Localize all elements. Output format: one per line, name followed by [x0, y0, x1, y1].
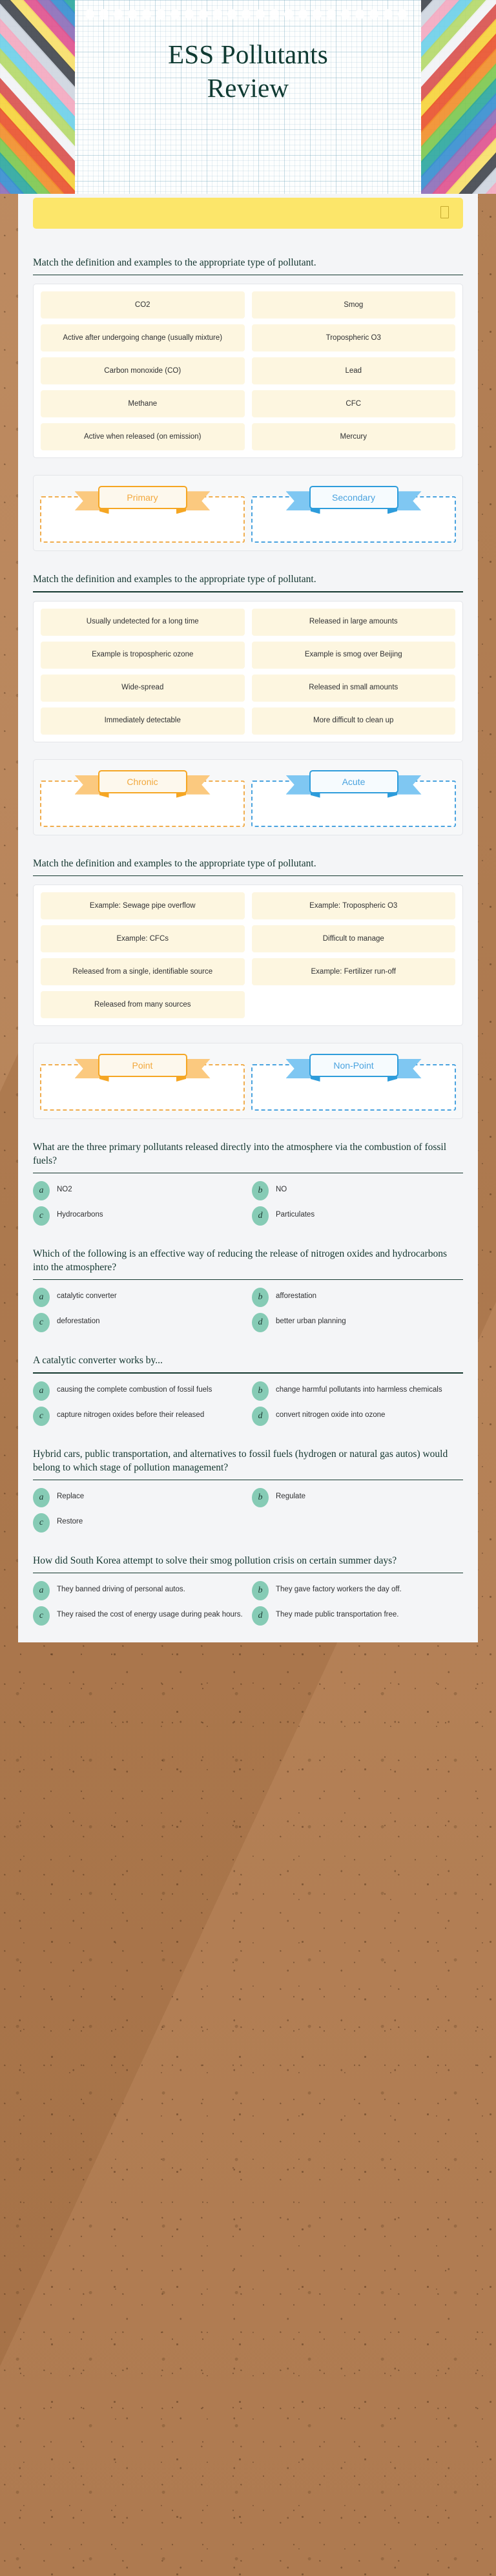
question-prompt: Hybrid cars, public transportation, and alternatives to fossil fuels (hydrogen or natural gas autos) would belong to which stage of pollution management? — [33, 1448, 448, 1473]
drop-zone[interactable] — [40, 770, 245, 827]
answer-option[interactable] — [252, 1209, 463, 1226]
question-divider — [33, 1279, 463, 1280]
question-divider — [33, 1372, 463, 1373]
draggable-tile[interactable]: Carbon monoxide (CO) — [41, 357, 245, 384]
category-ribbon — [309, 486, 398, 509]
question-block — [18, 1354, 478, 1425]
perforation-dots — [84, 9, 412, 19]
draggable-tile[interactable]: Usually undetected for a long time — [41, 609, 245, 636]
draggable-tile[interactable]: Released from many sources — [41, 991, 245, 1018]
option-label: They gave factory workers the day off. — [276, 1586, 402, 1594]
option-letter-bubble[interactable]: a — [33, 1288, 50, 1307]
question-block — [18, 857, 478, 1119]
draggable-tile[interactable]: Example: Fertilizer run-off — [252, 958, 456, 985]
page-title-line-2: Review — [207, 73, 289, 103]
option-letter-bubble[interactable]: b — [252, 1288, 269, 1307]
answer-option[interactable] — [33, 1384, 244, 1401]
category-ribbon — [98, 486, 187, 509]
question-prompt: Match the definition and examples to the appropriate type of pollutant. — [33, 257, 316, 268]
answer-option[interactable] — [252, 1384, 463, 1401]
drop-zone[interactable] — [40, 1054, 245, 1111]
question-block — [18, 573, 478, 835]
option-label: Replace — [57, 1492, 85, 1500]
placeholder-box-icon — [440, 206, 449, 218]
drop-zone[interactable] — [40, 486, 245, 543]
answer-option[interactable] — [33, 1315, 244, 1332]
option-letter-bubble[interactable]: d — [252, 1206, 269, 1226]
option-label: better urban planning — [276, 1317, 346, 1326]
answer-options — [33, 1582, 463, 1626]
question-block — [18, 257, 478, 551]
answer-option[interactable] — [33, 1491, 244, 1507]
worksheet-body — [18, 194, 478, 1642]
match-tile-card — [33, 284, 463, 458]
draggable-tile[interactable]: Wide-spread — [41, 675, 245, 702]
option-label: catalytic converter — [57, 1292, 117, 1301]
header-banner — [0, 0, 496, 194]
option-label: Hydrocarbons — [57, 1211, 103, 1219]
tile-spacer — [252, 991, 456, 1018]
option-letter-bubble[interactable]: d — [252, 1606, 269, 1626]
drop-zone-card — [33, 1043, 463, 1119]
draggable-tile[interactable]: Example: Tropospheric O3 — [252, 892, 456, 919]
draggable-tile[interactable]: Released from a single, identifiable source — [41, 958, 245, 985]
answer-options — [33, 1182, 463, 1226]
draggable-tile[interactable]: Example: CFCs — [41, 925, 245, 952]
option-letter-bubble[interactable]: a — [33, 1488, 50, 1507]
questions-list — [18, 257, 478, 1626]
draggable-tile[interactable]: Smog — [252, 291, 456, 319]
page-title-line-1: ESS Pollutants — [168, 39, 328, 69]
draggable-tile[interactable]: Immediately detectable — [41, 707, 245, 735]
draggable-tile[interactable]: CFC — [252, 390, 456, 417]
category-label: Non-Point — [309, 1054, 398, 1077]
question-prompt: How did South Korea attempt to solve their smog pollution crisis on certain summer days? — [33, 1555, 397, 1566]
drop-zone[interactable] — [251, 486, 456, 543]
drop-zone[interactable] — [251, 770, 456, 827]
option-label: They made public transportation free. — [276, 1611, 399, 1619]
answer-option[interactable] — [33, 1409, 244, 1426]
category-label: Chronic — [98, 770, 187, 793]
option-label: NO2 — [57, 1186, 72, 1194]
page-title — [84, 37, 412, 105]
option-label: They banned driving of personal autos. — [57, 1586, 185, 1594]
category-label: Secondary — [309, 486, 398, 509]
match-tile-card — [33, 885, 463, 1026]
option-letter-bubble[interactable]: b — [252, 1581, 269, 1600]
draggable-tile[interactable]: Tropospheric O3 — [252, 324, 456, 351]
option-letter-bubble[interactable]: d — [252, 1407, 269, 1426]
answer-option[interactable] — [33, 1609, 244, 1626]
question-block — [18, 1141, 478, 1226]
yellow-toolbar[interactable] — [33, 198, 463, 229]
answer-option[interactable] — [33, 1184, 244, 1200]
draggable-tile[interactable]: Released in small amounts — [252, 675, 456, 702]
answer-option[interactable] — [33, 1209, 244, 1226]
answer-option[interactable] — [33, 1584, 244, 1600]
option-label: NO — [276, 1186, 287, 1194]
answer-option[interactable] — [252, 1315, 463, 1332]
question-block — [18, 1248, 478, 1332]
answer-option[interactable] — [252, 1609, 463, 1626]
draggable-tile[interactable]: Example: Sewage pipe overflow — [41, 892, 245, 919]
answer-option[interactable] — [33, 1516, 244, 1533]
chevron-stripes-left — [0, 0, 75, 194]
answer-option[interactable] — [33, 1290, 244, 1307]
question-prompt: A catalytic converter works by... — [33, 1355, 163, 1367]
answer-option[interactable] — [252, 1184, 463, 1200]
option-letter-bubble[interactable]: b — [252, 1381, 269, 1401]
category-ribbon — [98, 770, 187, 793]
option-letter-bubble[interactable]: c — [33, 1407, 50, 1426]
question-prompt: Match the definition and examples to the appropriate type of pollutant. — [33, 574, 316, 585]
draggable-tile[interactable]: Active when released (on emission) — [41, 423, 245, 450]
option-letter-bubble[interactable]: c — [33, 1513, 50, 1533]
option-label: Regulate — [276, 1492, 306, 1500]
answer-option[interactable] — [252, 1491, 463, 1507]
option-letter-bubble[interactable]: a — [33, 1581, 50, 1600]
toolbar-region — [18, 194, 478, 235]
option-label: deforestation — [57, 1317, 100, 1326]
draggable-tile[interactable]: CO2 — [41, 291, 245, 319]
option-label: capture nitrogen oxides before their released — [57, 1410, 205, 1419]
question-prompt: Match the definition and examples to the appropriate type of pollutant. — [33, 857, 316, 869]
question-prompt: What are the three primary pollutants released directly into the atmosphere via the combustion of fossil fuels? — [33, 1141, 447, 1166]
option-label: Particulates — [276, 1211, 315, 1219]
question-block — [18, 1555, 478, 1626]
draggable-tile[interactable]: Example is tropospheric ozone — [41, 642, 245, 669]
answer-option[interactable] — [252, 1290, 463, 1307]
option-letter-bubble[interactable]: a — [33, 1381, 50, 1401]
option-letter-bubble[interactable]: b — [252, 1488, 269, 1507]
match-tile-card — [33, 601, 463, 742]
option-label: afforestation — [276, 1292, 317, 1301]
option-letter-bubble[interactable]: a — [33, 1181, 50, 1200]
category-label: Primary — [98, 486, 187, 509]
category-ribbon — [309, 770, 398, 793]
question-prompt: Which of the following is an effective way of reducing the release of nitrogen oxides and hydrocarbons into the atmosphere? — [33, 1248, 448, 1273]
option-label: Restore — [57, 1517, 83, 1525]
draggable-tile[interactable]: Mercury — [252, 423, 456, 450]
category-label: Acute — [309, 770, 398, 793]
answer-options — [33, 1382, 463, 1426]
question-block — [18, 1448, 478, 1533]
drop-zone-card — [33, 475, 463, 551]
draggable-tile[interactable]: Active after undergoing change (usually mixture) — [41, 324, 245, 351]
drop-zone[interactable] — [251, 1054, 456, 1111]
category-ribbon — [98, 1054, 187, 1077]
answer-option[interactable] — [252, 1584, 463, 1600]
draggable-tile[interactable]: Example is smog over Beijing — [252, 642, 456, 669]
option-letter-bubble[interactable]: b — [252, 1181, 269, 1200]
option-label: They raised the cost of energy usage during peak hours. — [57, 1611, 243, 1619]
category-label: Point — [98, 1054, 187, 1077]
chevron-stripes-right — [421, 0, 496, 194]
question-divider — [33, 875, 463, 876]
draggable-tile[interactable]: Methane — [41, 390, 245, 417]
answer-options — [33, 1489, 463, 1533]
draggable-tile[interactable]: More difficult to clean up — [252, 707, 456, 735]
draggable-tile[interactable]: Lead — [252, 357, 456, 384]
option-label: convert nitrogen oxide into ozone — [276, 1410, 386, 1419]
option-letter-bubble[interactable]: d — [252, 1313, 269, 1332]
question-divider — [33, 591, 463, 592]
answer-option[interactable] — [252, 1409, 463, 1426]
option-label: change harmful pollutants into harmless chemicals — [276, 1385, 442, 1394]
draggable-tile[interactable]: Difficult to manage — [252, 925, 456, 952]
drop-zone-card — [33, 759, 463, 835]
draggable-tile[interactable]: Released in large amounts — [252, 609, 456, 636]
option-letter-bubble[interactable]: c — [33, 1206, 50, 1226]
option-letter-bubble[interactable]: c — [33, 1313, 50, 1332]
option-letter-bubble[interactable]: c — [33, 1606, 50, 1626]
option-label: causing the complete combustion of fossil fuels — [57, 1385, 212, 1394]
answer-options — [33, 1288, 463, 1332]
category-ribbon — [309, 1054, 398, 1077]
